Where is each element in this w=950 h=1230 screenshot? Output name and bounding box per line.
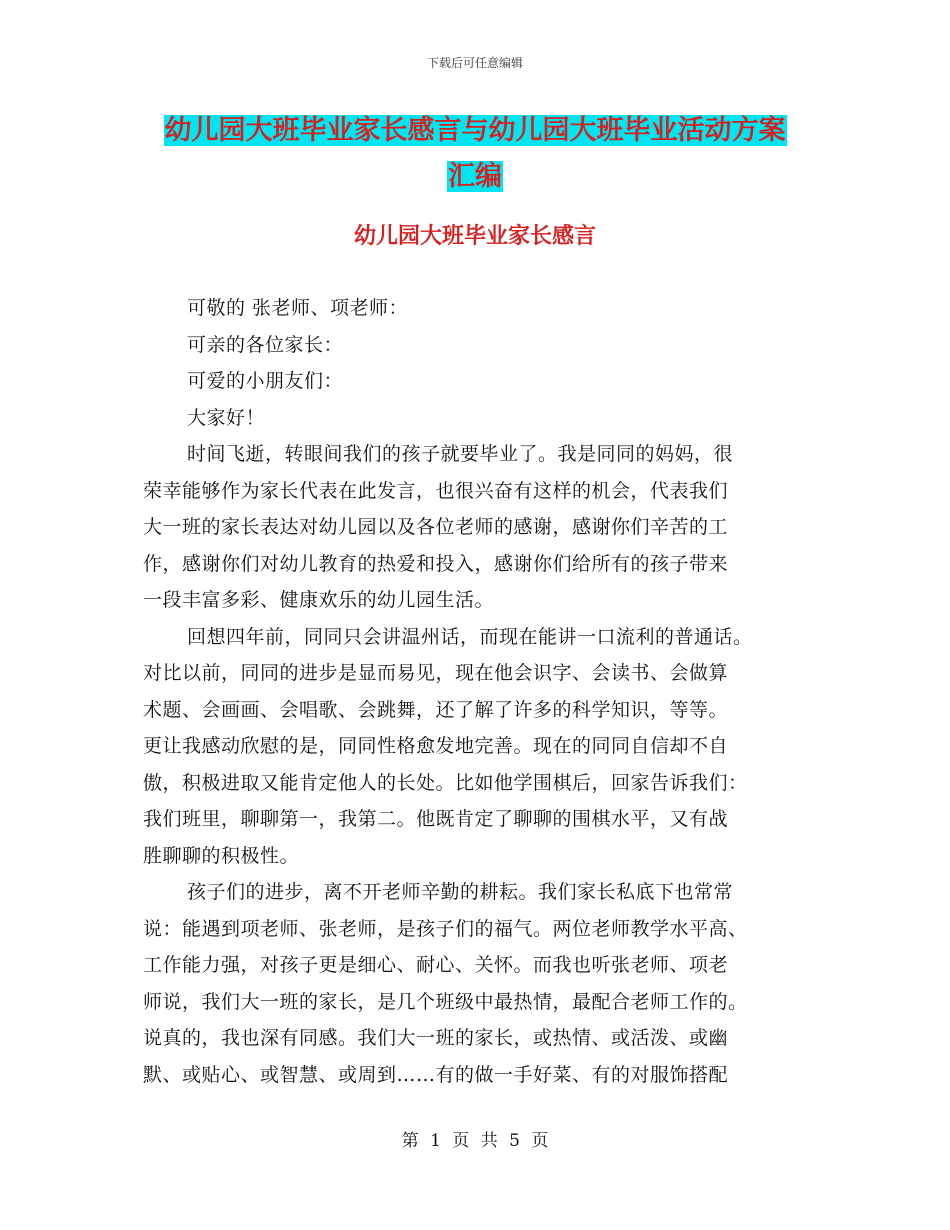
paragraph-line: 默、或贴心、或智慧、或周到……有的做一手好菜、有的对服饰搭配 [143, 1063, 729, 1086]
paragraph-line: 胜聊聊的积极性。 [143, 844, 300, 867]
paragraph-line: 说真的，我也深有同感。我们大一班的家长，或热情、或活泼、或幽 [143, 1027, 729, 1049]
paragraph-line: 作，感谢你们对幼儿教育的热爱和投入，感谢你们给所有的孩子带来 [143, 552, 729, 575]
salutation-line: 可爱的小朋友们： [187, 370, 344, 392]
paragraph [143, 619, 813, 875]
paragraph-line: 荣幸能够作为家长代表在此发言，也很兴奋有这样的机会，代表我们 [143, 479, 729, 502]
section-title: 幼儿园大班毕业家长感言 [353, 224, 596, 249]
paragraph-line: 大一班的家长表达对幼儿园以及各位老师的感谢，感谢你们辛苦的工 [143, 516, 729, 538]
document-title-line-2: 汇编 [448, 161, 502, 192]
paragraph [143, 436, 813, 619]
paragraph-line: 我们班里，聊聊第一，我第二。他既肯定了聊聊的围棋水平，又有战 [143, 808, 729, 830]
salutation-line: 可亲的各位家长： [187, 333, 344, 356]
page-footer: 第 1 页 共 5 页 [401, 1131, 549, 1151]
paragraph-line: 工作能力强，对孩子更是细心、耐心、关怀。而我也听张老师、项老 [143, 954, 729, 976]
header-note: 下载后可任意编辑 [426, 56, 523, 70]
paragraph-line: 师说，我们大一班的家长，是几个班级中最热情，最配合老师工作的。 [143, 990, 748, 1013]
document-title [0, 108, 950, 200]
greeting-line: 大家好！ [187, 406, 266, 429]
paragraph-line: 更让我感动欣慰的是，同同性格愈发地完善。现在的同同自信却不自 [143, 735, 729, 757]
paragraph-line: 说：能遇到项老师、张老师，是孩子们的福气。两位老师教学水平高、 [143, 917, 748, 940]
body-text [143, 290, 813, 1093]
paragraph-line: 孩子们的进步，离不开老师辛勤的耕耘。我们家长私底下也常常 [187, 881, 734, 903]
paragraph-line: 时间飞逝，转眼间我们的孩子就要毕业了。我是同同的妈妈，很 [187, 443, 734, 465]
paragraph-line: 傲，积极进取又能肯定他人的长处。比如他学围棋后，回家告诉我们： [143, 771, 748, 794]
paragraph-line: 一段丰富多彩、健康欢乐的幼儿园生活。 [143, 589, 495, 611]
document-title-line-1: 幼儿园大班毕业家长感言与幼儿园大班毕业活动方案 [164, 115, 786, 146]
paragraph-line: 对比以前，同同的进步是显而易见，现在他会识字、会读书、会做算 [143, 662, 729, 684]
paragraph-line: 回想四年前，同同只会讲温州话，而现在能讲一口流利的普通话。 [187, 625, 753, 648]
paragraph [143, 874, 813, 1093]
salutation-line: 可敬的 张老师、项老师： [187, 297, 409, 319]
paragraph-line: 术题、会画画、会唱歌、会跳舞，还了解了许多的科学知识，等等。 [143, 698, 729, 721]
